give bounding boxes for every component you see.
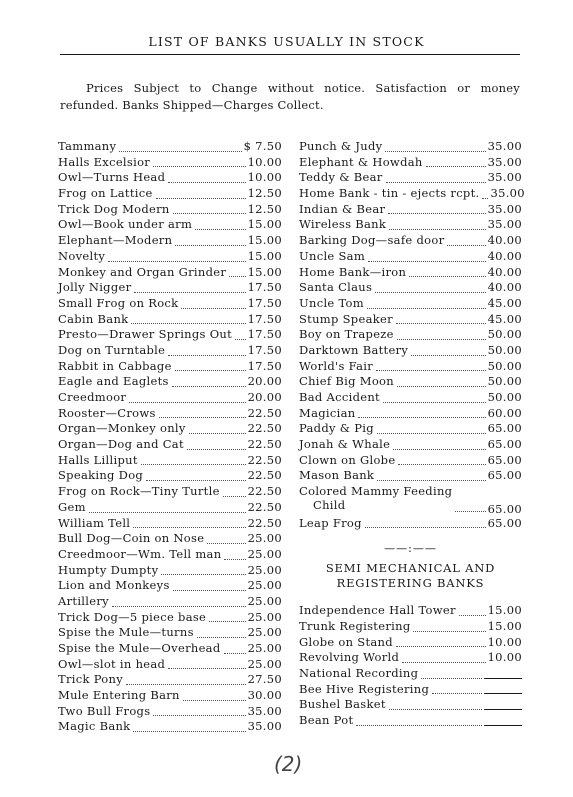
item-price: 50.00 xyxy=(487,327,522,342)
dot-leader xyxy=(175,370,246,371)
price-row xyxy=(299,265,522,281)
item-name: Bean Pot xyxy=(299,713,354,728)
price-blank-line xyxy=(484,709,522,710)
dot-leader xyxy=(447,245,485,246)
dot-leader xyxy=(432,693,482,694)
dot-leader xyxy=(131,323,245,324)
item-price: 20.00 xyxy=(247,374,282,389)
item-name: Colored Mammy Feeding xyxy=(299,484,453,499)
dot-leader xyxy=(388,213,485,214)
price-row xyxy=(299,233,522,249)
item-name: Trick Dog Modern xyxy=(58,201,170,216)
price-row xyxy=(58,563,282,579)
dot-leader xyxy=(411,355,485,356)
item-name: Punch & Judy xyxy=(299,139,383,153)
dot-leader xyxy=(383,402,486,403)
dot-leader xyxy=(173,213,246,214)
item-name: Wireless Bank xyxy=(299,217,387,232)
item-name: Owl—Turns Head xyxy=(58,170,166,185)
dot-leader xyxy=(156,198,246,199)
price-row xyxy=(58,704,282,720)
item-price: 17.50 xyxy=(247,358,282,373)
item-name: Spise the Mule—Overhead xyxy=(58,641,221,655)
item-price: 50.00 xyxy=(487,374,522,389)
item-price: 22.50 xyxy=(247,452,282,467)
dot-leader xyxy=(189,433,246,434)
price-blank-line xyxy=(484,678,522,679)
item-price: 40.00 xyxy=(487,248,522,263)
dot-leader xyxy=(181,308,245,309)
item-price: 25.00 xyxy=(247,562,282,577)
item-name: Rooster—Crows xyxy=(58,405,156,420)
dot-leader xyxy=(112,606,246,607)
item-name: Jonah & Whale xyxy=(299,437,391,452)
item-price: 17.50 xyxy=(247,295,282,310)
dot-leader xyxy=(146,480,245,481)
dot-leader xyxy=(376,370,486,371)
price-row xyxy=(58,610,282,626)
item-price: 35.00 xyxy=(247,719,282,734)
item-price: 17.50 xyxy=(247,280,282,295)
item-price: 10.00 xyxy=(247,170,282,185)
item-name: Paddy & Pig xyxy=(299,421,374,436)
section-heading-line: SEMI MECHANICAL AND xyxy=(325,561,496,576)
item-price: 15.00 xyxy=(247,248,282,263)
item-name: Speaking Dog xyxy=(58,468,144,483)
price-row xyxy=(58,406,282,422)
dot-leader xyxy=(133,731,245,732)
item-name: Globe on Stand xyxy=(299,634,393,649)
item-name: Santa Claus xyxy=(299,280,373,295)
item-price: 65.00 xyxy=(487,421,522,436)
item-price: 22.50 xyxy=(247,484,282,499)
item-price: 15.00 xyxy=(487,603,522,618)
dot-leader xyxy=(377,433,486,434)
dot-leader xyxy=(397,386,486,387)
item-price: 15.00 xyxy=(247,233,282,248)
item-name: Mason Bank xyxy=(299,468,375,483)
dot-leader xyxy=(161,574,245,575)
item-name: Eagle and Eaglets xyxy=(58,374,169,389)
price-blank-line xyxy=(484,693,522,694)
dot-leader xyxy=(89,512,246,513)
item-name: Trick Pony xyxy=(58,672,124,687)
price-row xyxy=(299,170,522,186)
item-price: 35.00 xyxy=(487,170,522,185)
item-price: 65.00 xyxy=(487,468,522,483)
price-row xyxy=(58,202,282,218)
item-price: 25.00 xyxy=(247,531,282,546)
item-name: Bad Accident xyxy=(299,390,380,404)
price-row xyxy=(58,453,282,469)
item-price: 15.00 xyxy=(247,264,282,279)
price-row xyxy=(299,374,522,390)
price-row xyxy=(299,406,522,422)
item-name: Creedmoor—Wm. Tell man xyxy=(58,546,222,561)
dot-leader xyxy=(209,621,245,622)
price-row xyxy=(58,170,282,186)
item-name: Owl—Book under arm xyxy=(58,217,193,232)
dot-leader xyxy=(223,496,246,497)
dot-leader xyxy=(129,402,245,403)
item-name: Gem xyxy=(58,499,86,514)
item-price: 65.00 xyxy=(487,501,522,516)
item-price: 30.00 xyxy=(247,688,282,703)
price-row xyxy=(299,453,522,469)
page-title: LIST OF BANKS USUALLY IN STOCK xyxy=(148,34,425,49)
dot-leader xyxy=(153,166,245,167)
item-name: Uncle Sam xyxy=(299,248,366,263)
dot-leader xyxy=(183,700,246,701)
dot-leader xyxy=(173,590,246,591)
left-price-column xyxy=(58,139,282,735)
price-row xyxy=(58,265,282,281)
item-price: 25.00 xyxy=(247,578,282,593)
item-name: William Tell xyxy=(58,515,131,530)
price-row xyxy=(58,155,282,171)
item-price: 45.00 xyxy=(487,311,522,326)
item-price: 22.50 xyxy=(247,515,282,530)
item-price: 50.00 xyxy=(487,342,522,357)
price-row xyxy=(299,312,522,328)
item-price: 25.00 xyxy=(247,641,282,655)
item-name: Cabin Bank xyxy=(58,311,129,326)
dot-leader xyxy=(224,559,245,560)
item-price: 20.00 xyxy=(247,390,282,404)
price-row xyxy=(58,343,282,359)
price-row xyxy=(299,619,522,635)
price-row xyxy=(58,249,282,265)
item-name: Trick Dog—5 piece base xyxy=(58,609,207,624)
item-price: 10.00 xyxy=(487,634,522,649)
item-price: 60.00 xyxy=(487,405,522,420)
price-row xyxy=(299,666,522,682)
dot-leader xyxy=(229,276,245,277)
item-name: Stump Speaker xyxy=(299,311,393,326)
item-price: 22.50 xyxy=(247,437,282,452)
dot-leader xyxy=(397,339,486,340)
price-row xyxy=(299,155,522,171)
item-name: Independence Hall Tower xyxy=(299,603,456,618)
item-price: 35.00 xyxy=(487,201,522,216)
dot-leader xyxy=(482,198,488,199)
dot-leader xyxy=(126,684,246,685)
item-name: Leap Frog xyxy=(299,515,362,530)
item-price: 25.00 xyxy=(247,656,282,671)
price-row xyxy=(58,312,282,328)
price-row xyxy=(299,186,525,202)
item-price: 65.00 xyxy=(487,515,522,530)
item-name: Monkey and Organ Grinder xyxy=(58,264,227,279)
item-name: Small Frog on Rock xyxy=(58,295,179,310)
dot-leader xyxy=(459,615,486,616)
item-price: 22.50 xyxy=(247,421,282,436)
item-name: Halls Lilliput xyxy=(58,452,138,467)
item-price: 50.00 xyxy=(487,390,522,404)
dot-leader xyxy=(356,725,482,726)
item-name: Trunk Registering xyxy=(299,618,411,633)
item-name: Owl—slot in head xyxy=(58,656,166,671)
price-row xyxy=(58,437,282,453)
dot-leader xyxy=(421,678,482,679)
dot-leader xyxy=(224,653,246,654)
price-row xyxy=(299,327,522,343)
item-name: Frog on Rock—Tiny Turtle xyxy=(58,484,220,499)
dot-leader xyxy=(396,323,486,324)
dot-leader xyxy=(195,229,245,230)
price-row xyxy=(58,516,282,532)
price-row xyxy=(299,359,522,375)
item-name: Indian & Bear xyxy=(299,201,386,216)
item-price: 45.00 xyxy=(487,295,522,310)
price-row xyxy=(58,390,282,406)
item-name: Humpty Dumpty xyxy=(58,562,159,577)
price-blank-line xyxy=(484,725,522,726)
item-name: Bushel Basket xyxy=(299,697,386,712)
price-row xyxy=(58,468,282,484)
price-row xyxy=(58,688,282,704)
item-name: Organ—Monkey only xyxy=(58,421,186,436)
item-name: Home Bank - tin - ejects rcpt. xyxy=(299,186,480,201)
price-row xyxy=(299,697,522,713)
price-row xyxy=(299,650,522,666)
dot-leader xyxy=(207,543,245,544)
price-row xyxy=(58,500,282,516)
dot-leader xyxy=(402,662,485,663)
item-name: Barking Dog—safe door xyxy=(299,233,445,248)
price-row xyxy=(58,484,282,500)
price-row-tall xyxy=(299,484,522,515)
page-number: (2) xyxy=(274,752,303,776)
section-separator: ——:—— xyxy=(384,542,437,556)
dot-leader xyxy=(141,464,246,465)
item-price: 25.00 xyxy=(247,546,282,561)
dot-leader xyxy=(168,355,245,356)
dot-leader xyxy=(375,292,485,293)
dot-leader xyxy=(159,417,246,418)
dot-leader xyxy=(377,480,485,481)
item-name: Artillery xyxy=(58,593,109,608)
item-price: 17.50 xyxy=(247,327,282,342)
item-price: 65.00 xyxy=(487,437,522,452)
item-price: 22.50 xyxy=(247,468,282,483)
item-price: 17.50 xyxy=(247,342,282,357)
price-row xyxy=(58,547,282,563)
dot-leader xyxy=(197,637,246,638)
item-price: 25.00 xyxy=(247,609,282,624)
price-row xyxy=(299,202,522,218)
price-row xyxy=(58,594,282,610)
dot-leader xyxy=(168,182,245,183)
item-name: Teddy & Bear xyxy=(299,170,383,185)
item-price: 25.00 xyxy=(247,593,282,608)
dot-leader xyxy=(235,339,246,340)
item-price: 27.50 xyxy=(247,672,282,687)
item-name: Mule Entering Barn xyxy=(58,688,180,703)
price-row xyxy=(58,186,282,202)
item-name: Presto—Drawer Springs Out xyxy=(58,327,233,342)
item-price: 12.50 xyxy=(247,201,282,216)
dot-leader xyxy=(358,417,485,418)
item-price: $ 7.50 xyxy=(243,139,282,153)
item-price: 15.00 xyxy=(487,618,522,633)
dot-leader xyxy=(398,464,485,465)
price-row xyxy=(58,359,282,375)
dot-leader xyxy=(365,527,486,528)
price-row xyxy=(58,657,282,673)
price-row xyxy=(299,343,522,359)
price-row xyxy=(58,280,282,296)
item-name: Darktown Battery xyxy=(299,342,409,357)
dot-leader xyxy=(108,261,245,262)
item-price: 40.00 xyxy=(487,233,522,248)
price-row xyxy=(299,139,522,155)
dot-leader xyxy=(389,709,482,710)
dot-leader xyxy=(153,715,245,716)
price-row xyxy=(58,374,282,390)
price-row xyxy=(58,641,282,657)
item-price: 17.50 xyxy=(247,311,282,326)
price-row xyxy=(299,390,522,406)
dot-leader xyxy=(367,308,486,309)
item-name: Lion and Monkeys xyxy=(58,578,170,593)
price-row xyxy=(58,327,282,343)
item-price: 65.00 xyxy=(487,452,522,467)
section-heading-line: REGISTERING BANKS xyxy=(336,576,485,591)
item-name: Uncle Tom xyxy=(299,295,364,310)
item-price: 40.00 xyxy=(487,280,522,295)
price-row xyxy=(58,719,282,735)
dot-leader xyxy=(119,151,241,152)
item-price: 10.00 xyxy=(487,650,522,665)
item-price: 15.00 xyxy=(247,217,282,232)
price-row xyxy=(58,625,282,641)
price-row xyxy=(299,468,522,484)
dot-leader xyxy=(187,449,246,450)
price-row xyxy=(299,713,522,729)
price-row xyxy=(299,249,522,265)
dot-leader xyxy=(134,292,245,293)
item-price: 10.00 xyxy=(247,154,282,169)
item-price: 40.00 xyxy=(487,264,522,279)
item-name: Boy on Trapeze xyxy=(299,327,394,342)
item-name: Revolving World xyxy=(299,650,400,665)
intro-paragraph: Prices Subject to Change without notice. Satisfaction or money refunded. Banks Shipped—Charges Collect. xyxy=(60,81,520,112)
item-name: Elephant & Howdah xyxy=(299,154,423,169)
price-row xyxy=(299,635,522,651)
item-name: Novelty xyxy=(58,248,106,263)
item-price: 35.00 xyxy=(487,217,522,232)
dot-leader xyxy=(426,166,486,167)
price-row xyxy=(299,296,522,312)
dot-leader xyxy=(389,229,485,230)
price-row xyxy=(299,421,522,437)
price-row xyxy=(299,516,522,532)
item-name: Two Bull Frogs xyxy=(58,703,151,718)
item-name: Bee Hive Registering xyxy=(299,681,430,696)
item-price: 12.50 xyxy=(247,186,282,201)
item-name: Jolly Nigger xyxy=(58,280,132,295)
dot-leader xyxy=(385,151,485,152)
right-price-column xyxy=(299,139,525,729)
price-row xyxy=(299,280,522,296)
price-row xyxy=(58,578,282,594)
item-name: Clown on Globe xyxy=(299,452,396,467)
item-name: Rabbit in Cabbage xyxy=(58,358,172,373)
item-name: Frog on Lattice xyxy=(58,186,153,201)
item-name-continued: Child xyxy=(313,498,346,513)
item-name: Bull Dog—Coin on Nose xyxy=(58,531,205,546)
dot-leader xyxy=(396,646,486,647)
price-row xyxy=(58,139,282,155)
item-name: Tammany xyxy=(58,139,117,153)
item-name: Home Bank—iron xyxy=(299,264,407,279)
item-price: 22.50 xyxy=(247,499,282,514)
price-row xyxy=(299,437,522,453)
dot-leader xyxy=(455,511,485,512)
item-price: 22.50 xyxy=(247,405,282,420)
section-heading xyxy=(299,561,522,591)
item-name: Creedmoor xyxy=(58,390,127,404)
dot-leader xyxy=(175,245,245,246)
dot-leader xyxy=(172,386,246,387)
dot-leader xyxy=(368,261,486,262)
price-row xyxy=(58,296,282,312)
price-row xyxy=(58,421,282,437)
item-name: Dog on Turntable xyxy=(58,342,166,357)
item-price: 25.00 xyxy=(247,625,282,640)
dot-leader xyxy=(133,527,245,528)
item-name: Chief Big Moon xyxy=(299,374,394,389)
dot-leader xyxy=(386,182,486,183)
item-name: Magician xyxy=(299,405,356,420)
item-price: 35.00 xyxy=(487,139,522,153)
dot-leader xyxy=(393,449,485,450)
price-row xyxy=(58,217,282,233)
header-rule xyxy=(60,54,520,55)
dot-leader xyxy=(409,276,485,277)
item-price: 35.00 xyxy=(487,154,522,169)
item-name: Magic Bank xyxy=(58,719,131,734)
item-name: Halls Excelsior xyxy=(58,154,151,169)
price-row xyxy=(58,531,282,547)
item-price: 35.00 xyxy=(247,703,282,718)
item-name: National Recording xyxy=(299,665,419,680)
price-row xyxy=(58,233,282,249)
item-name: Organ—Dog and Cat xyxy=(58,437,184,452)
item-name: Elephant—Modern xyxy=(58,233,173,248)
price-row xyxy=(299,603,522,619)
price-row xyxy=(299,682,522,698)
item-price: 35.00 xyxy=(490,186,525,201)
dot-leader xyxy=(413,631,485,632)
item-price: 50.00 xyxy=(487,358,522,373)
price-row xyxy=(58,672,282,688)
dot-leader xyxy=(168,668,245,669)
item-name: Spise the Mule—turns xyxy=(58,625,194,640)
price-row xyxy=(299,217,522,233)
item-name: World's Fair xyxy=(299,358,374,373)
